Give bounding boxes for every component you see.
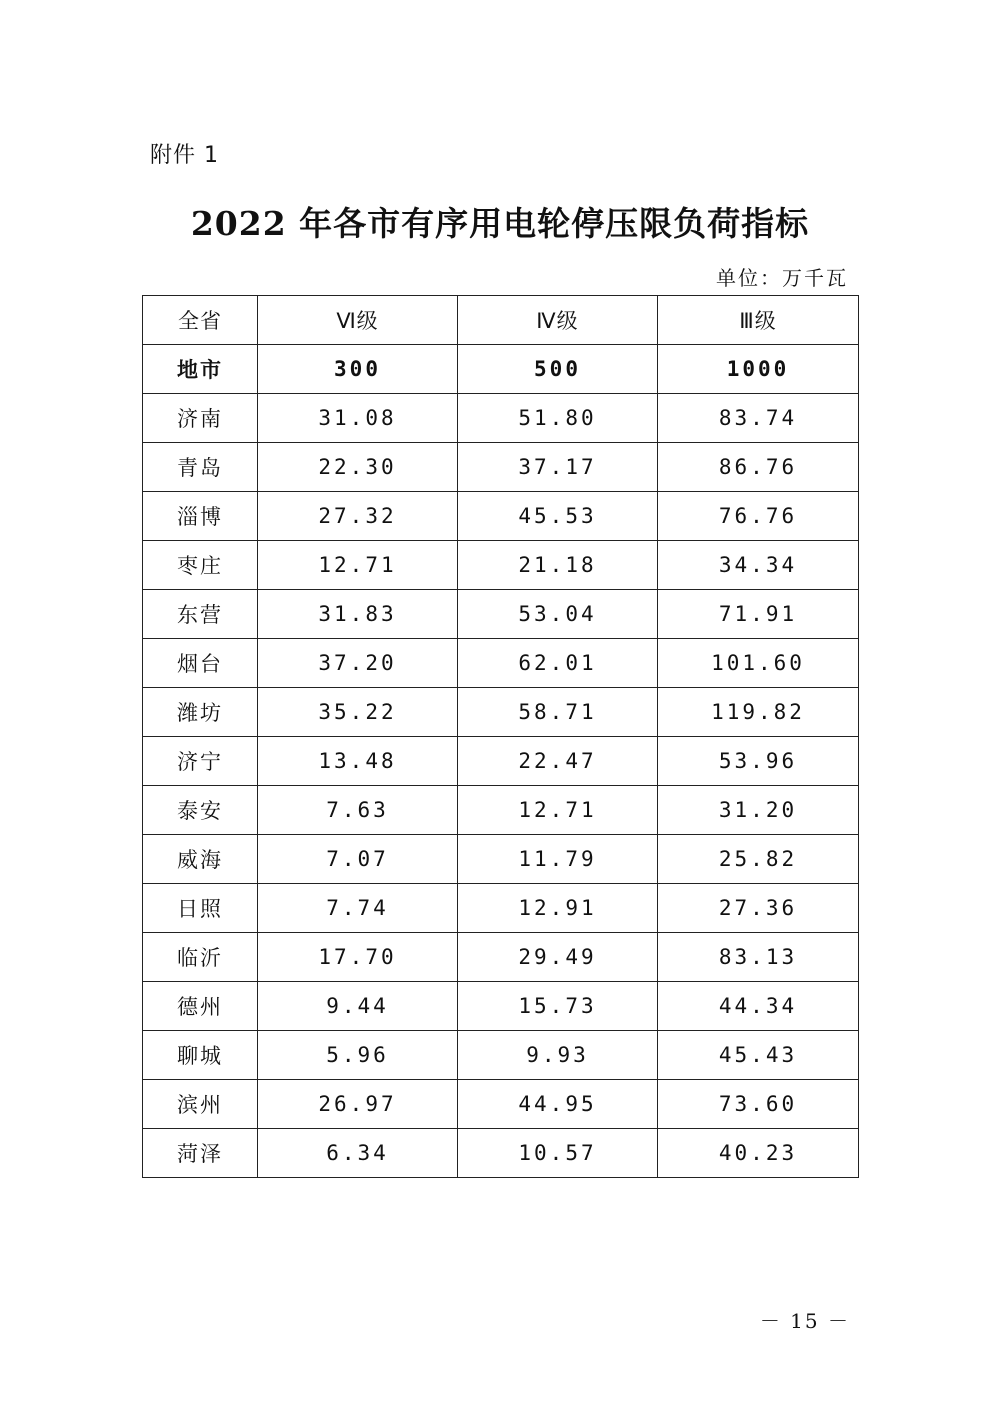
table-row	[143, 786, 859, 835]
table-header-row	[143, 296, 859, 345]
table-row	[143, 982, 859, 1031]
city-name-cell: 聊城	[143, 1031, 258, 1080]
level-vi-cell: 9.44	[258, 982, 458, 1031]
level-iii-cell: 83.74	[658, 394, 859, 443]
city-name-cell: 济宁	[143, 737, 258, 786]
level-vi-cell: 7.74	[258, 884, 458, 933]
unit-label: 单位：万千瓦	[716, 266, 848, 290]
level-iii-cell: 119.82	[658, 688, 859, 737]
level-vi-cell: 22.30	[258, 443, 458, 492]
level-iii-cell: 71.91	[658, 590, 859, 639]
level-iii-cell: 45.43	[658, 1031, 859, 1080]
header-level-iii: Ⅲ级	[658, 296, 859, 345]
table-row	[143, 737, 859, 786]
table-row	[143, 835, 859, 884]
baseline-value-iv: 500	[458, 345, 658, 394]
city-name-cell: 济南	[143, 394, 258, 443]
level-vi-cell: 7.63	[258, 786, 458, 835]
page-title: 2022 年各市有序用电轮停压限负荷指标	[190, 204, 810, 243]
baseline-value-vi: 300	[258, 345, 458, 394]
city-name-cell: 菏泽	[143, 1129, 258, 1178]
table-row	[143, 443, 859, 492]
level-iii-cell: 83.13	[658, 933, 859, 982]
level-iii-cell: 73.60	[658, 1080, 859, 1129]
baseline-label: 地市	[143, 345, 258, 394]
level-vi-cell: 26.97	[258, 1080, 458, 1129]
table-row	[143, 1031, 859, 1080]
level-iv-cell: 22.47	[458, 737, 658, 786]
table-row	[143, 590, 859, 639]
level-iv-cell: 12.91	[458, 884, 658, 933]
table-row	[143, 933, 859, 982]
table-row	[143, 639, 859, 688]
level-vi-cell: 13.48	[258, 737, 458, 786]
level-iv-cell: 10.57	[458, 1129, 658, 1178]
header-level-vi: Ⅵ级	[258, 296, 458, 345]
level-vi-cell: 37.20	[258, 639, 458, 688]
table-row	[143, 884, 859, 933]
city-name-cell: 枣庄	[143, 541, 258, 590]
city-name-cell: 临沂	[143, 933, 258, 982]
level-iv-cell: 12.71	[458, 786, 658, 835]
level-iii-cell: 76.76	[658, 492, 859, 541]
header-level-iv: Ⅳ级	[458, 296, 658, 345]
level-iii-cell: 101.60	[658, 639, 859, 688]
table-row	[143, 541, 859, 590]
level-iv-cell: 51.80	[458, 394, 658, 443]
level-iv-cell: 45.53	[458, 492, 658, 541]
level-iv-cell: 44.95	[458, 1080, 658, 1129]
page-number: － 15 －	[759, 1309, 850, 1333]
level-iii-cell: 31.20	[658, 786, 859, 835]
header-region: 全省	[143, 296, 258, 345]
city-name-cell: 滨州	[143, 1080, 258, 1129]
level-iv-cell: 37.17	[458, 443, 658, 492]
table-body	[143, 296, 859, 1178]
level-vi-cell: 31.83	[258, 590, 458, 639]
city-name-cell: 泰安	[143, 786, 258, 835]
table-row	[143, 688, 859, 737]
level-iv-cell: 11.79	[458, 835, 658, 884]
level-vi-cell: 5.96	[258, 1031, 458, 1080]
level-iv-cell: 9.93	[458, 1031, 658, 1080]
attachment-label: 附件 1	[150, 143, 219, 168]
level-iv-cell: 15.73	[458, 982, 658, 1031]
city-name-cell: 潍坊	[143, 688, 258, 737]
city-name-cell: 烟台	[143, 639, 258, 688]
level-iii-cell: 25.82	[658, 835, 859, 884]
city-name-cell: 淄博	[143, 492, 258, 541]
level-vi-cell: 17.70	[258, 933, 458, 982]
level-iii-cell: 44.34	[658, 982, 859, 1031]
level-iii-cell: 86.76	[658, 443, 859, 492]
load-index-table	[142, 295, 859, 1178]
level-vi-cell: 31.08	[258, 394, 458, 443]
level-vi-cell: 35.22	[258, 688, 458, 737]
city-name-cell: 青岛	[143, 443, 258, 492]
level-iii-cell: 34.34	[658, 541, 859, 590]
level-iii-cell: 40.23	[658, 1129, 859, 1178]
level-iv-cell: 58.71	[458, 688, 658, 737]
level-vi-cell: 7.07	[258, 835, 458, 884]
table-row	[143, 1080, 859, 1129]
level-iii-cell: 53.96	[658, 737, 859, 786]
level-iv-cell: 29.49	[458, 933, 658, 982]
level-vi-cell: 6.34	[258, 1129, 458, 1178]
table-row	[143, 492, 859, 541]
table-row	[143, 1129, 859, 1178]
city-name-cell: 日照	[143, 884, 258, 933]
level-iv-cell: 62.01	[458, 639, 658, 688]
baseline-value-iii: 1000	[658, 345, 859, 394]
level-iv-cell: 53.04	[458, 590, 658, 639]
level-iv-cell: 21.18	[458, 541, 658, 590]
level-iii-cell: 27.36	[658, 884, 859, 933]
level-vi-cell: 27.32	[258, 492, 458, 541]
table-row	[143, 394, 859, 443]
city-name-cell: 德州	[143, 982, 258, 1031]
level-vi-cell: 12.71	[258, 541, 458, 590]
city-name-cell: 威海	[143, 835, 258, 884]
city-name-cell: 东营	[143, 590, 258, 639]
baseline-row	[143, 345, 859, 394]
